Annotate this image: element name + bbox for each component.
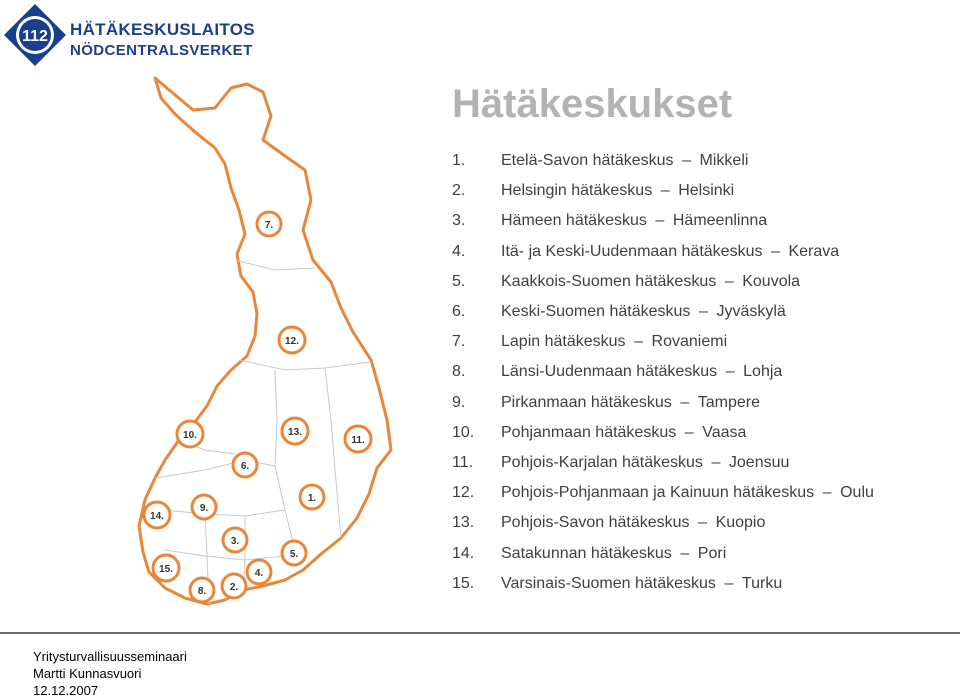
item-separator: – bbox=[698, 514, 708, 532]
list-item bbox=[452, 508, 874, 538]
item-number: 10. bbox=[452, 423, 475, 441]
item-city: Pori bbox=[697, 544, 727, 562]
item-city: Kuopio bbox=[715, 514, 766, 532]
item-number: 7. bbox=[452, 333, 466, 351]
item-separator: – bbox=[711, 453, 721, 471]
list-item bbox=[452, 146, 874, 176]
finland-map-svg bbox=[135, 70, 400, 615]
112-badge-icon bbox=[2, 2, 68, 68]
item-city: Joensuu bbox=[728, 453, 790, 471]
svg-text:1.: 1. bbox=[307, 493, 317, 504]
map-label-6 bbox=[233, 453, 257, 477]
item-region: Etelä-Savon hätäkeskus bbox=[501, 152, 674, 170]
item-number: 9. bbox=[452, 393, 466, 411]
map-label-7 bbox=[257, 212, 281, 236]
region-badges bbox=[144, 212, 371, 602]
list-item bbox=[452, 478, 874, 508]
item-number: 13. bbox=[452, 514, 475, 532]
map-label-9 bbox=[192, 495, 216, 519]
item-separator: – bbox=[822, 484, 832, 502]
list-item bbox=[452, 418, 874, 448]
item-region: Länsi-Uudenmaan hätäkeskus bbox=[501, 363, 718, 381]
list-item bbox=[452, 237, 874, 267]
svg-text:15.: 15. bbox=[159, 564, 173, 575]
list-item bbox=[452, 327, 874, 357]
map-label-3 bbox=[223, 528, 247, 552]
item-separator: – bbox=[724, 272, 734, 290]
item-region: Keski-Suomen hätäkeskus bbox=[501, 303, 691, 321]
item-number: 3. bbox=[452, 212, 466, 230]
svg-text:7.: 7. bbox=[264, 220, 274, 231]
item-number: 8. bbox=[452, 363, 466, 381]
item-city: Oulu bbox=[840, 484, 874, 502]
item-region: Kaakkois-Suomen hätäkeskus bbox=[501, 272, 717, 290]
footer-divider bbox=[0, 632, 960, 634]
item-number: 15. bbox=[452, 574, 475, 592]
map-label-12 bbox=[279, 327, 305, 353]
item-region: Pohjois-Savon hätäkeskus bbox=[501, 514, 690, 532]
svg-text:12.: 12. bbox=[285, 336, 299, 347]
map-label-2 bbox=[222, 574, 246, 598]
list-item bbox=[452, 297, 874, 327]
item-city: Vaasa bbox=[702, 423, 747, 441]
map-label-14 bbox=[144, 502, 170, 528]
item-region: Helsingin hätäkeskus bbox=[501, 182, 653, 200]
item-city: Kouvola bbox=[742, 272, 801, 290]
list-item bbox=[452, 357, 874, 387]
item-number: 4. bbox=[452, 242, 466, 260]
item-separator: – bbox=[660, 182, 670, 200]
item-region: Lapin hätäkeskus bbox=[501, 333, 626, 351]
item-region: Hämeen hätäkeskus bbox=[501, 212, 647, 230]
item-region: Satakunnan hätäkeskus bbox=[501, 544, 672, 562]
map-label-4 bbox=[247, 560, 271, 584]
item-number: 2. bbox=[452, 182, 466, 200]
svg-text:13.: 13. bbox=[288, 427, 302, 438]
logo bbox=[0, 0, 255, 70]
finland-outline bbox=[139, 78, 391, 604]
item-number: 14. bbox=[452, 544, 475, 562]
item-separator: – bbox=[698, 303, 708, 321]
item-city: Helsinki bbox=[678, 182, 735, 200]
item-region: Pohjanmaan hätäkeskus bbox=[501, 423, 677, 441]
svg-text:2.: 2. bbox=[229, 582, 239, 593]
item-region: Pirkanmaan hätäkeskus bbox=[501, 393, 672, 411]
item-separator: – bbox=[655, 212, 665, 230]
map-label-11 bbox=[345, 426, 371, 452]
item-number: 5. bbox=[452, 272, 466, 290]
item-city: Hämeenlinna bbox=[672, 212, 768, 230]
item-region: Pohjois-Pohjanmaan ja Kainuun hätäkeskus bbox=[501, 484, 815, 502]
item-city: Tampere bbox=[697, 393, 761, 411]
list-item bbox=[452, 388, 874, 418]
item-city: Jyväskylä bbox=[716, 303, 786, 321]
map-label-5 bbox=[282, 541, 306, 565]
item-separator: – bbox=[684, 423, 694, 441]
footer bbox=[33, 648, 187, 699]
logo-title: HÄTÄKESKUSLAITOS bbox=[70, 20, 255, 39]
map-label-13 bbox=[282, 418, 308, 444]
item-city: Lohja bbox=[743, 363, 783, 381]
item-number: 1. bbox=[452, 152, 466, 170]
item-region: Varsinais-Suomen hätäkeskus bbox=[501, 574, 716, 592]
map-label-10 bbox=[177, 421, 203, 447]
item-city: Turku bbox=[741, 574, 783, 592]
item-region: Itä- ja Keski-Uudenmaan hätäkeskus bbox=[501, 242, 763, 260]
item-number: 11. bbox=[452, 453, 474, 471]
list-item bbox=[452, 176, 874, 206]
item-separator: – bbox=[634, 333, 643, 351]
svg-text:4.: 4. bbox=[254, 568, 264, 579]
map-label-8 bbox=[190, 578, 214, 602]
svg-text:9.: 9. bbox=[199, 503, 209, 514]
logo-subtitle: NÖDCENTRALSVERKET bbox=[70, 42, 253, 59]
svg-text:8.: 8. bbox=[197, 586, 207, 597]
list-item bbox=[452, 448, 874, 478]
item-separator: – bbox=[724, 574, 734, 592]
svg-text:5.: 5. bbox=[289, 549, 299, 560]
svg-text:10.: 10. bbox=[183, 430, 197, 441]
logo-badge-text: 112 bbox=[22, 28, 48, 45]
svg-text:3.: 3. bbox=[230, 536, 240, 547]
footer-author: Martti Kunnasvuori bbox=[33, 666, 142, 681]
item-city: Rovaniemi bbox=[651, 333, 728, 351]
map-label-1 bbox=[300, 485, 324, 509]
page-title: Hätäkeskukset bbox=[452, 82, 733, 126]
item-number: 6. bbox=[452, 303, 466, 321]
map-label-15 bbox=[153, 555, 179, 581]
svg-text:11.: 11. bbox=[351, 435, 365, 446]
item-separator: – bbox=[771, 242, 780, 260]
list-item bbox=[452, 569, 874, 599]
svg-text:14.: 14. bbox=[150, 511, 164, 522]
list-item bbox=[452, 206, 874, 236]
svg-text:6.: 6. bbox=[240, 461, 250, 472]
list-item bbox=[452, 538, 874, 568]
item-separator: – bbox=[680, 393, 690, 411]
footer-date: 12.12.2007 bbox=[33, 683, 99, 698]
item-city: Mikkeli bbox=[699, 152, 749, 170]
item-region: Pohjois-Karjalan hätäkeskus bbox=[501, 453, 703, 471]
item-number: 12. bbox=[452, 484, 475, 502]
item-city: Kerava bbox=[788, 242, 840, 260]
item-separator: – bbox=[725, 363, 735, 381]
center-list bbox=[452, 146, 874, 599]
item-separator: – bbox=[680, 544, 690, 562]
list-item bbox=[452, 267, 874, 297]
finland-map bbox=[135, 70, 400, 615]
footer-event: Yritysturvallisuusseminaari bbox=[33, 649, 187, 664]
item-separator: – bbox=[682, 152, 691, 170]
